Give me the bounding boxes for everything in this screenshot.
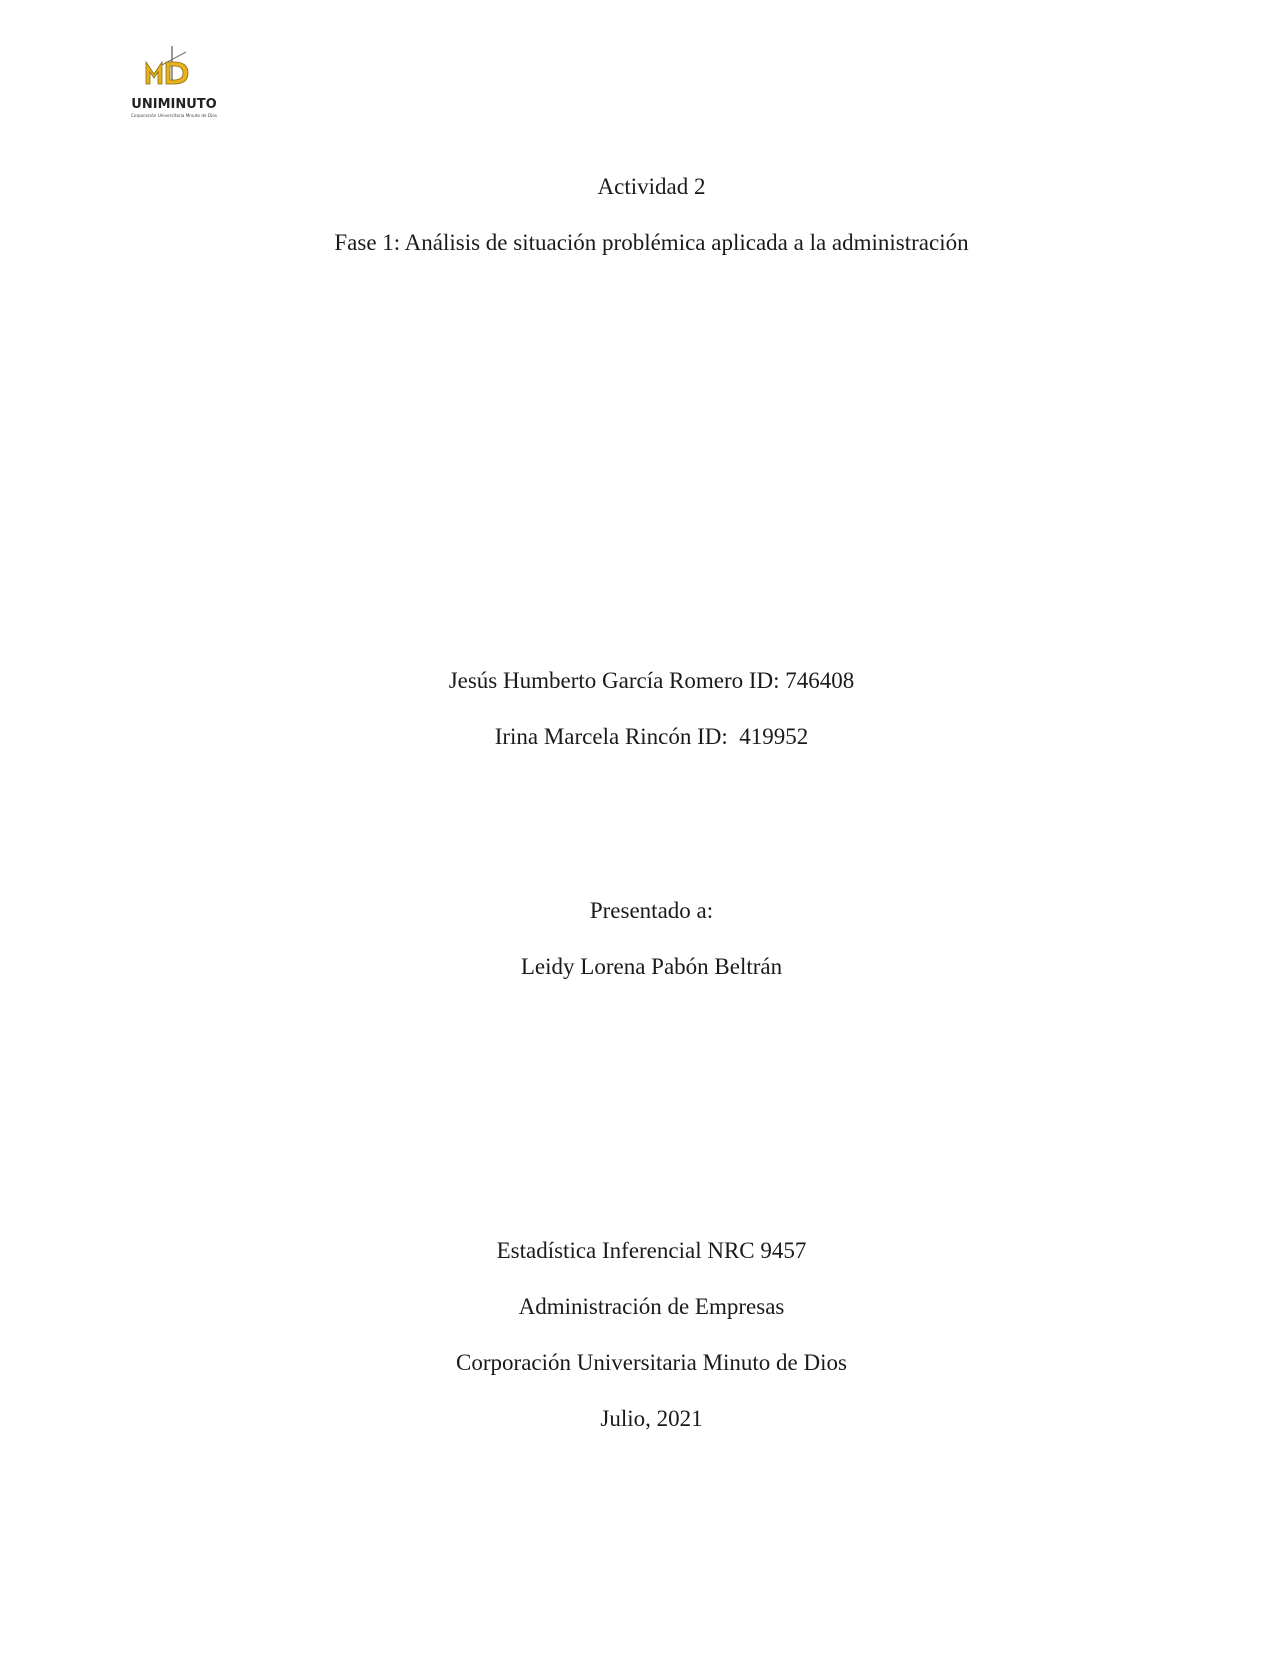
course-institution-text: Corporación Universitaria Minuto de Dios (456, 1350, 847, 1375)
author-1-text: Jesús Humberto García Romero ID: 746408 (448, 668, 855, 693)
activity-title-text: Actividad 2 (597, 174, 706, 199)
course-subject-text: Estadística Inferencial NRC 9457 (496, 1238, 807, 1263)
presented-name (0, 922, 1280, 1012)
author-line-2 (0, 692, 1280, 782)
logo-graphic (124, 44, 228, 122)
course-date-text: Julio, 2021 (600, 1406, 703, 1431)
author-2-text: Irina Marcela Rincón ID: 419952 (494, 724, 809, 749)
presented-name-text: Leidy Lorena Pabón Beltrán (520, 954, 783, 979)
phase-title (0, 198, 1280, 288)
logo-wordmark: UNIMINUTO (131, 97, 217, 112)
presented-label-text: Presentado a: (589, 898, 714, 923)
uniminuto-logo (124, 44, 228, 122)
logo-tagline: Corporación Universitaria Minuto de Dios (130, 113, 218, 118)
course-date (0, 1374, 1280, 1464)
logo-m-shape (146, 62, 162, 84)
logo-d-shape (166, 62, 188, 84)
phase-title-text: Fase 1: Análisis de situación problémica aplicada a la administración (334, 230, 969, 255)
course-program-text: Administración de Empresas (518, 1294, 785, 1319)
